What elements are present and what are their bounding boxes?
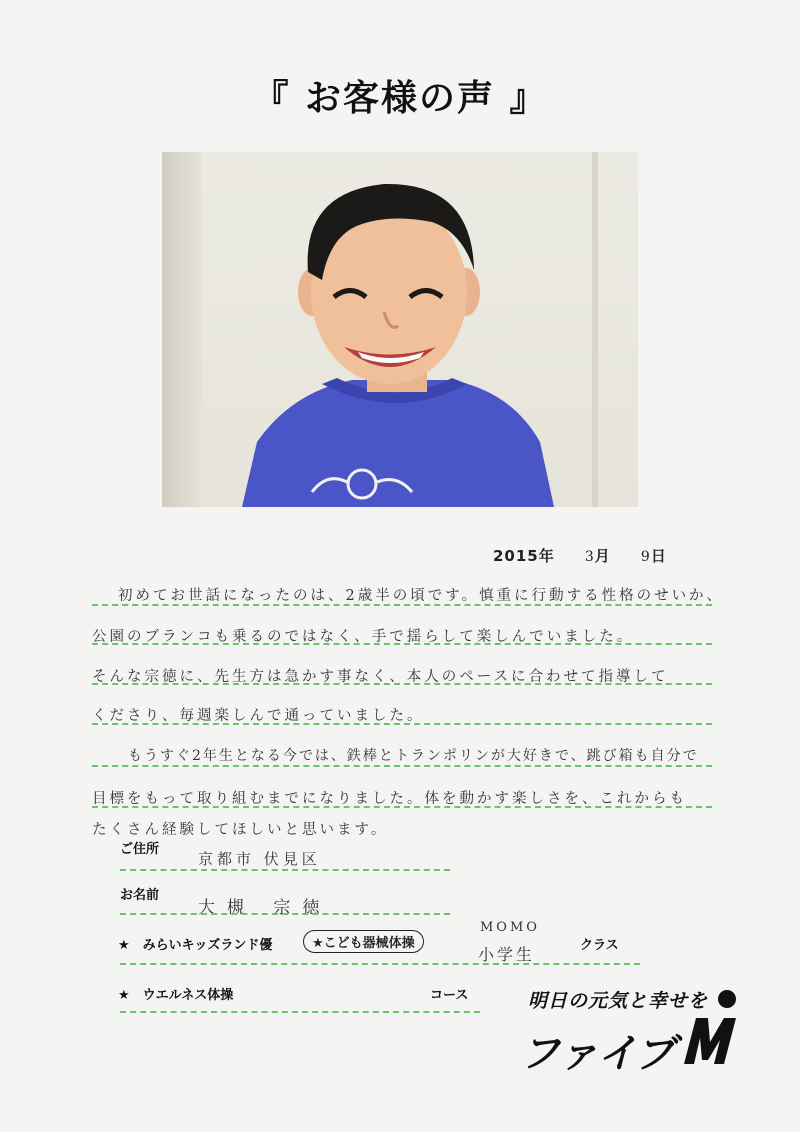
date-day-unit: 日	[650, 547, 667, 565]
name-line	[120, 913, 450, 915]
logo-dot-icon	[718, 990, 736, 1008]
comment-line-3: そんな宗徳に、先生方は急かす事なく、本人のペースに合わせて指導して	[92, 669, 669, 685]
date-month-unit: 月	[594, 547, 611, 565]
mirai-line	[120, 963, 640, 965]
wellness-label: ★ ウエルネス体操	[118, 988, 234, 1003]
boy-illustration	[162, 152, 638, 507]
course-selected-badge: ★こども器械体操	[303, 930, 424, 953]
mirai-label: ★ みらいキッズランド優	[118, 938, 273, 953]
comment-line-5: もうすぐ2年生となる今では、鉄棒とトランポリンが大好きで、跳び箱も自分で	[128, 748, 699, 764]
comment-line-6: 目標をもって取り組むまでになりました。体を動かす楽しさを、これからも	[92, 791, 687, 807]
ruled-line-3	[92, 683, 712, 685]
wellness-line	[120, 1011, 480, 1013]
customer-photo	[162, 152, 638, 507]
comment-line-7: たくさん経験してほしいと思います。	[92, 822, 389, 838]
date-month: 3	[584, 549, 595, 565]
address-line	[120, 869, 450, 871]
comment-line-1: 初めてお世話になったのは、2歳半の頃です。慎重に行動する性格のせいか、	[118, 588, 725, 604]
ruled-line-1	[92, 604, 712, 606]
date	[493, 545, 667, 566]
name-label: お名前	[120, 888, 160, 903]
class-value-top: MOMO	[480, 920, 540, 935]
logo-m-icon	[678, 1012, 738, 1068]
date-day: 9	[640, 549, 651, 565]
page-title: 『 お客様の声 』	[252, 78, 548, 119]
ruled-line-6	[92, 806, 712, 808]
class-value-bottom: 小学生	[478, 945, 536, 964]
date-year: 2015	[493, 547, 539, 565]
course-label: コース	[430, 988, 469, 1003]
logo-slogan: 明日の元気と幸せを	[528, 990, 709, 1012]
ruled-line-5	[92, 765, 712, 767]
address-value: 京都市 伏見区	[198, 850, 321, 868]
logo-brand: ファイブ	[520, 1031, 674, 1077]
ruled-line-4	[92, 723, 712, 725]
class-label: クラス	[580, 938, 619, 953]
ruled-line-2	[92, 643, 712, 645]
address-label: ご住所	[120, 842, 160, 857]
comment-line-4: くださり、毎週楽しんで通っていました。	[92, 708, 425, 724]
date-year-unit: 年	[538, 547, 555, 565]
name-value: 大槻 宗徳	[198, 898, 332, 918]
comment-line-2: 公園のブランコも乗るのではなく、手で揺らして楽しんでいました。	[92, 629, 635, 645]
